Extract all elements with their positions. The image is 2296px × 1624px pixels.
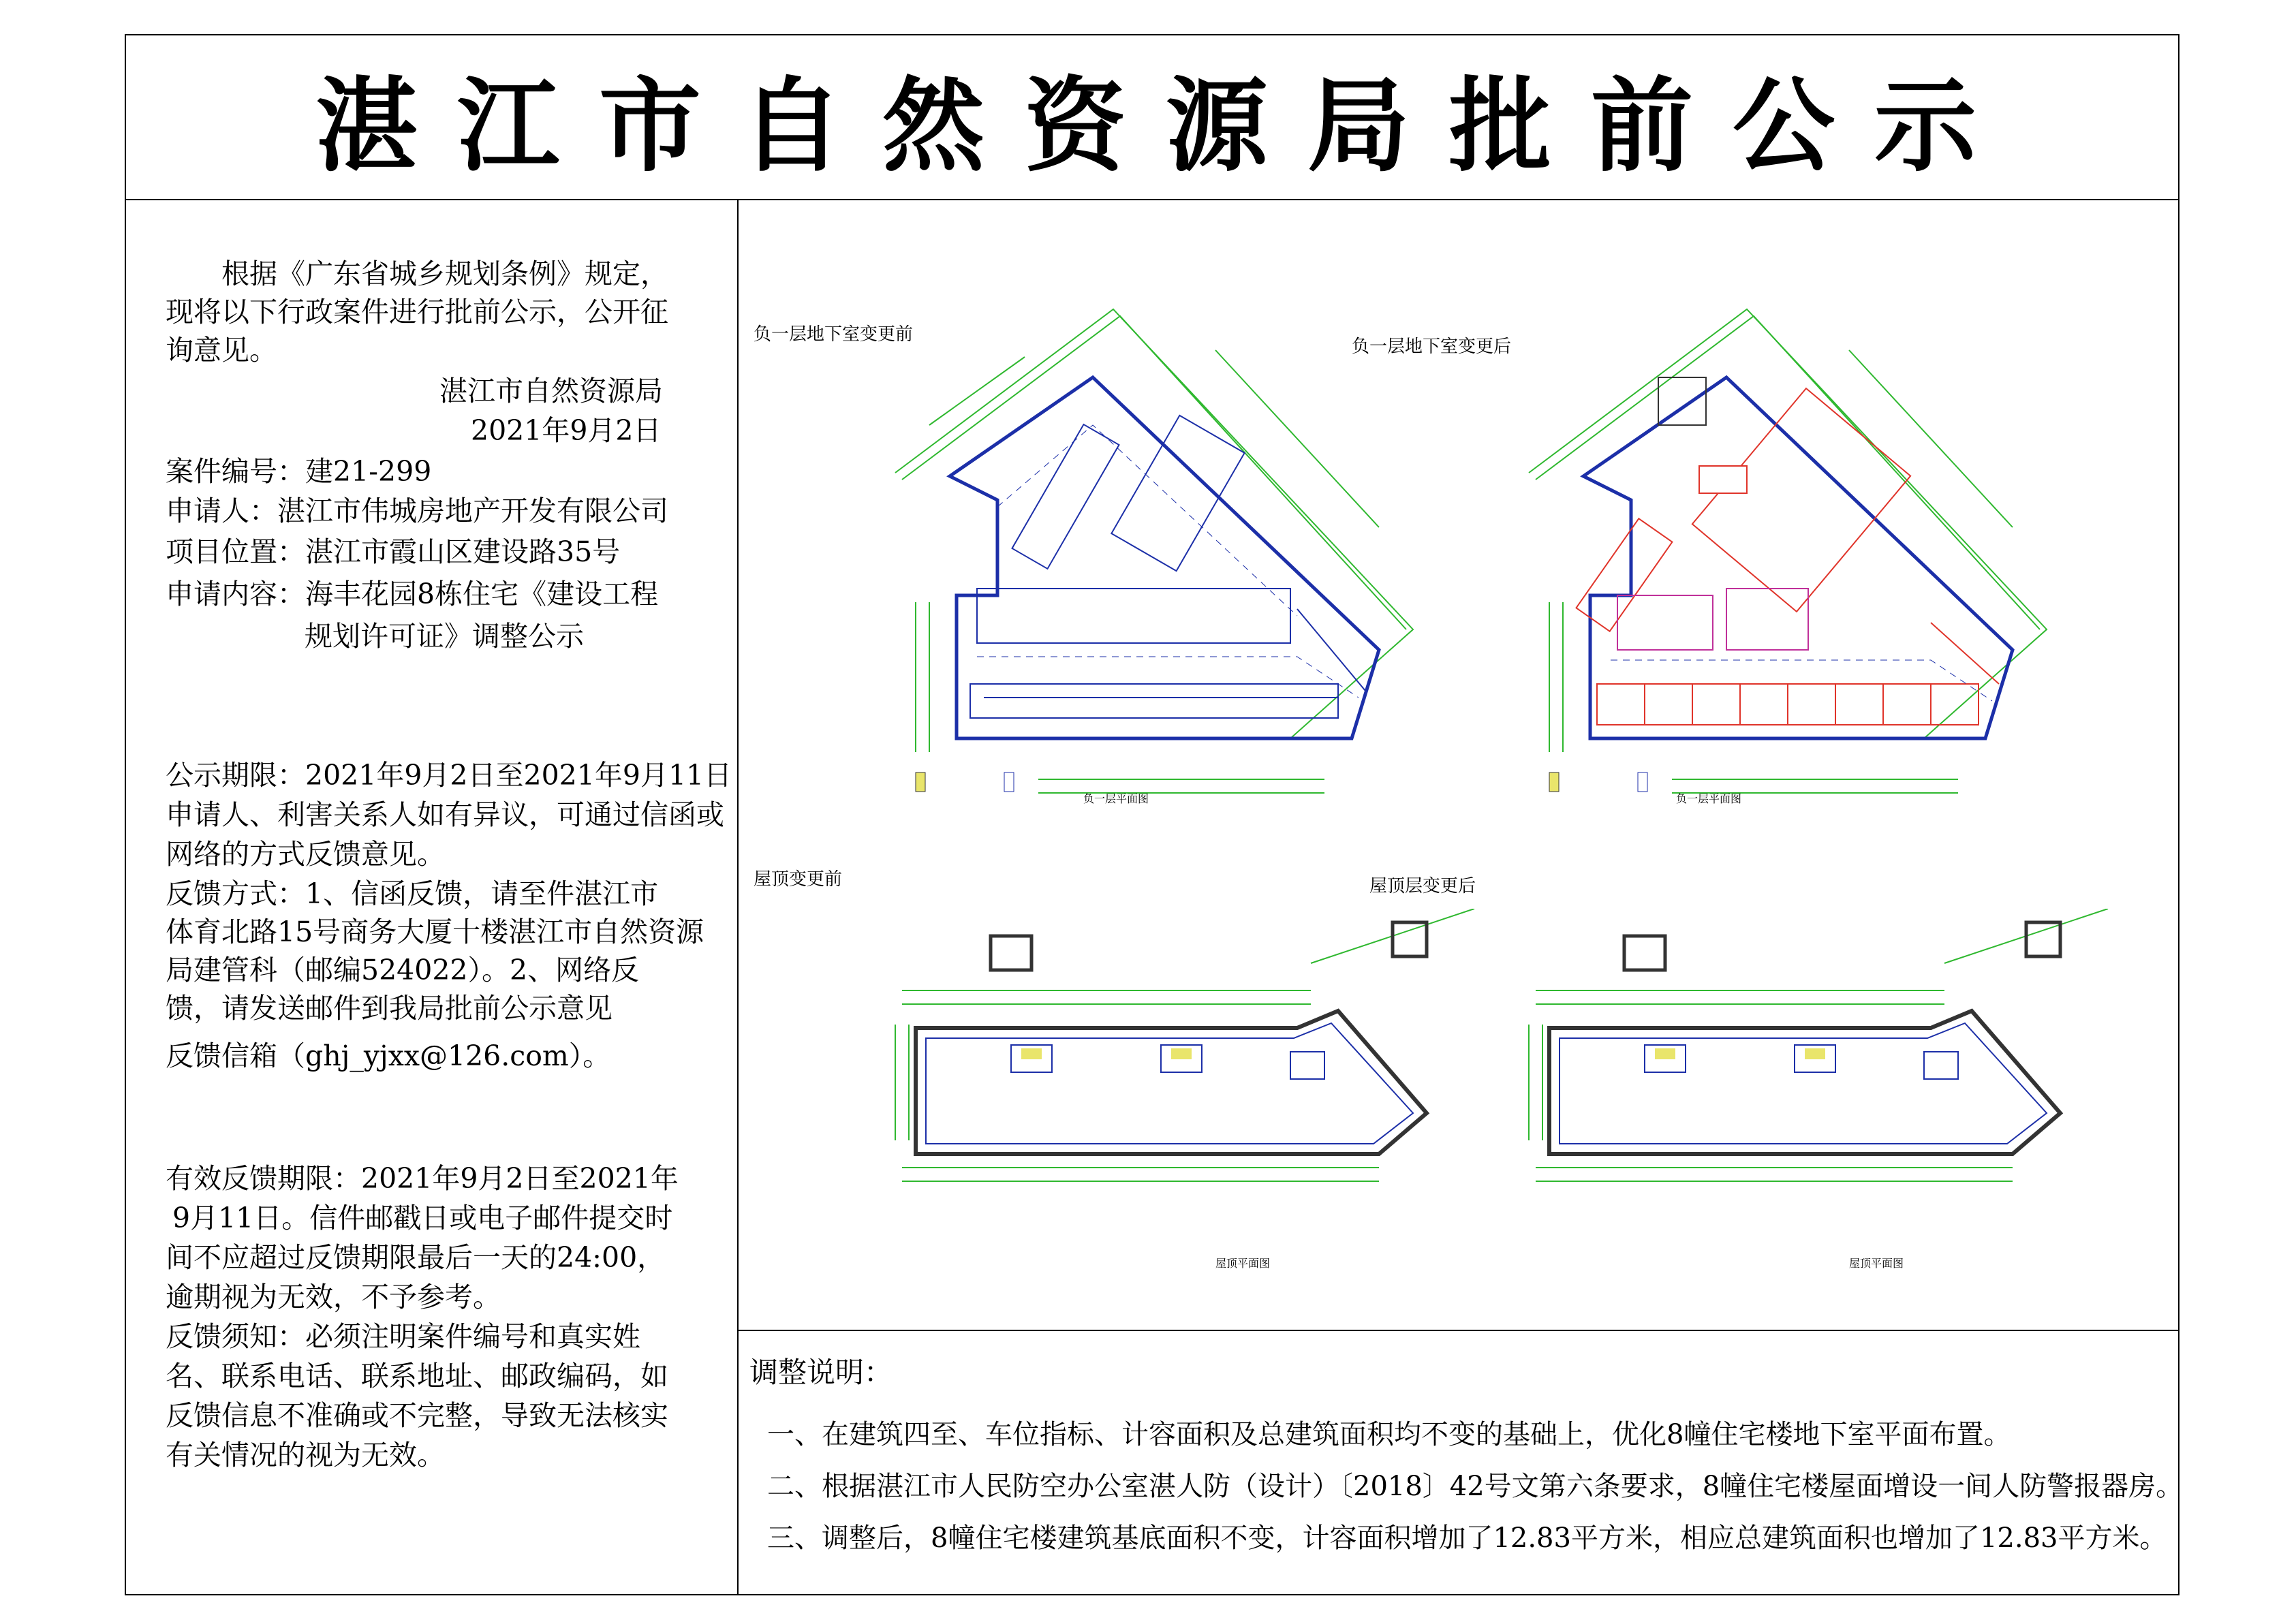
label-basement-after: 负一层地下室变更后 xyxy=(1352,337,1512,357)
basement-plan-caption-before: 负一层平面图 xyxy=(1083,792,1149,805)
roof-plan-caption-after: 屋顶平面图 xyxy=(1849,1257,1904,1270)
intro-line: 根据《广东省城乡规划条例》规定， xyxy=(221,257,668,290)
objection-text: 申请人、利害关系人如有异议，可通过信函或 xyxy=(166,798,724,831)
label-roof-before: 屋顶变更前 xyxy=(754,869,843,890)
application-content: 规划许可证》调整公示 xyxy=(305,620,584,653)
roof-plan-caption-before: 屋顶平面图 xyxy=(1215,1257,1271,1270)
feedback-notice: 有关情况的视为无效。 xyxy=(166,1439,445,1471)
objection-text: 网络的方式反馈意见。 xyxy=(166,838,445,871)
issuer: 湛江市自然资源局 xyxy=(439,375,663,407)
basement-plan-after xyxy=(1522,302,2176,820)
valid-period: 逾期视为无效，不予参考。 xyxy=(166,1281,501,1313)
application-content: 申请内容：海丰花园8栋住宅《建设工程 xyxy=(166,578,659,610)
intro-line: 现将以下行政案件进行批前公示，公开征 xyxy=(166,296,668,328)
label-roof-after: 屋顶层变更后 xyxy=(1369,876,1476,896)
project-location: 项目位置：湛江市霞山区建设路35号 xyxy=(166,535,621,568)
valid-period: 间不应超过反馈期限最后一天的24:00， xyxy=(166,1241,666,1274)
note-line: 二、根据湛江市人民防空办公室湛人防（设计）〔2018〕42号文第六条要求，8幢住宅楼屋面增设一间人防警报器房。 xyxy=(767,1471,2184,1502)
basement-plan-caption-after: 负一层平面图 xyxy=(1676,792,1742,805)
adjustment-notes xyxy=(739,1331,2184,1595)
intro-line: 询意见。 xyxy=(166,334,277,366)
note-line: 一、在建筑四至、车位指标、计容面积及总建筑面积均不变的基础上，优化8幢住宅楼地下室平面布置。 xyxy=(767,1419,2011,1450)
publicity-period: 公示期限：2021年9月2日至2021年9月11日 xyxy=(166,759,732,792)
label-basement-before: 负一层地下室变更前 xyxy=(754,324,914,345)
feedback-method: 局建管科（邮编524022）。2、网络反 xyxy=(166,954,640,986)
feedback-notice: 反馈须知：必须注明案件编号和真实姓 xyxy=(166,1320,640,1353)
basement-plan-before xyxy=(888,302,1427,820)
roof-outline xyxy=(916,1011,1427,1154)
feedback-method: 反馈方式：1、信函反馈，请至件湛江市 xyxy=(166,877,659,910)
notice-frame xyxy=(125,34,2184,1595)
page-title: 湛江市自然资源局批前公示 xyxy=(315,67,2016,186)
roof-plan-after xyxy=(1522,909,2149,1249)
feedback-email: 反馈信箱（ghj_yjxx@126.com）。 xyxy=(166,1040,611,1072)
applicant: 申请人：湛江市伟城房地产开发有限公司 xyxy=(166,495,668,527)
notice-text-column xyxy=(126,200,739,1595)
drawing-area xyxy=(739,200,2179,1331)
note-line: 三、调整后，8幢住宅楼建筑基底面积不变，计容面积增加了12.83平方米，相应总建筑面积也增加了12.83平方米。 xyxy=(767,1522,2167,1554)
feedback-notice: 反馈信息不准确或不完整，导致无法核实 xyxy=(166,1399,668,1432)
feedback-method: 体育北路15号商务大厦十楼湛江市自然资源 xyxy=(166,916,704,948)
issue-date: 2021年9月2日 xyxy=(471,414,662,447)
valid-period: 9月11日。信件邮戳日或电子邮件提交时 xyxy=(172,1202,673,1234)
notes-title: 调整说明： xyxy=(749,1356,893,1389)
valid-period: 有效反馈期限：2021年9月2日至2021年 xyxy=(166,1162,679,1195)
case-number: 案件编号：建21-299 xyxy=(166,455,432,488)
roof-plan-before xyxy=(888,909,1502,1249)
drawings-column xyxy=(739,200,2184,1595)
feedback-notice: 名、联系电话、联系地址、邮政编码，如 xyxy=(166,1360,668,1392)
title-row xyxy=(126,35,2178,200)
roof-outline xyxy=(1549,1011,2060,1154)
feedback-method: 馈，请发送邮件到我局批前公示意见 xyxy=(166,992,612,1025)
